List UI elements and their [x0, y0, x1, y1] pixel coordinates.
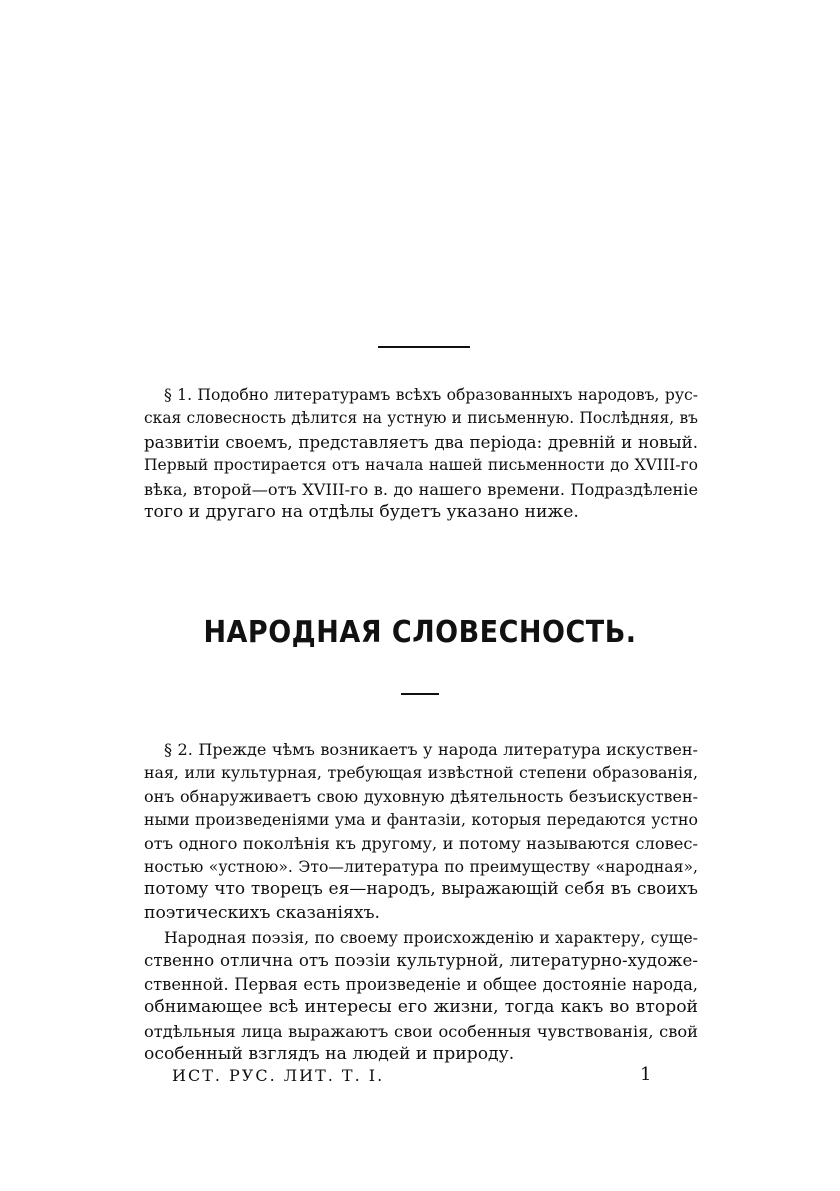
- footer-signature: ИСТ. РУС. ЛИТ. Т. I.: [172, 1066, 385, 1085]
- page-number: 1: [640, 1064, 652, 1085]
- paragraph-line: Народная поэзія, по своему происхожденію и характеру, суще-: [164, 928, 698, 947]
- section-heading: НАРОДНАЯ СЛОВЕСНОСТЬ.: [203, 615, 637, 650]
- paragraph-line: Первый простирается отъ начала нашей письменности до XVIII-го: [144, 456, 698, 475]
- paragraph-line: особенный взглядъ на людей и природу.: [144, 1044, 515, 1065]
- paragraph-line: обнимающее всѣ интересы его жизни, тогда какъ во второй: [144, 997, 698, 1018]
- heading-divider-rule: [401, 693, 439, 695]
- paragraph-line: § 1. Подобно литературамъ всѣхъ образованныхъ народовъ, рус-: [164, 386, 698, 404]
- top-divider-rule: [378, 346, 470, 348]
- paragraph-line: ственной. Первая есть произведеніе и общее достояніе народа,: [144, 974, 698, 994]
- paragraph-line: вѣка, второй—отъ XVIII-го в. до нашего времени. Подраздѣленіе: [144, 479, 698, 499]
- paragraph-1: [144, 384, 698, 524]
- paragraph-line: поэтическихъ сказаніяхъ.: [144, 902, 380, 923]
- paragraph-line: потому что творецъ ея—народъ, выражающій себя въ своихъ: [144, 879, 698, 900]
- paragraph-line: того и другаго на отдѣлы будетъ указано ниже.: [144, 502, 579, 523]
- paragraph-3: [144, 926, 698, 1066]
- paragraph-line: развитіи своемъ, представляетъ два періода: древній и новый.: [144, 432, 698, 452]
- paragraph-line: отъ одного поколѣнія къ другому, и потому называются словес-: [144, 833, 698, 853]
- paragraph-line: онъ обнаруживаетъ свою духовную дѣятельность безъискуствен-: [144, 786, 698, 806]
- paragraph-line: ственно отлична отъ поэзіи культурной, литературно-художе-: [144, 951, 698, 971]
- paragraph-line: ными произведеніями ума и фантазіи, которыя передаются устно: [144, 810, 698, 830]
- paragraph-line: ностью «устною». Это—литература по преимуществу «народная»,: [144, 857, 698, 877]
- paragraph-line: отдѣльныя лица выражаютъ свои особенныя чувствованія, свой: [144, 1021, 698, 1041]
- paragraph-line: ная, или культурная, требующая извѣстной степени образованія,: [144, 763, 698, 783]
- paragraph-line: ская словесность дѣлится на устную и письменную. Послѣдняя, въ: [144, 409, 698, 428]
- paragraph-2: [144, 738, 698, 925]
- paragraph-line: § 2. Прежде чѣмъ возникаетъ у народа литература искуствен-: [164, 740, 698, 759]
